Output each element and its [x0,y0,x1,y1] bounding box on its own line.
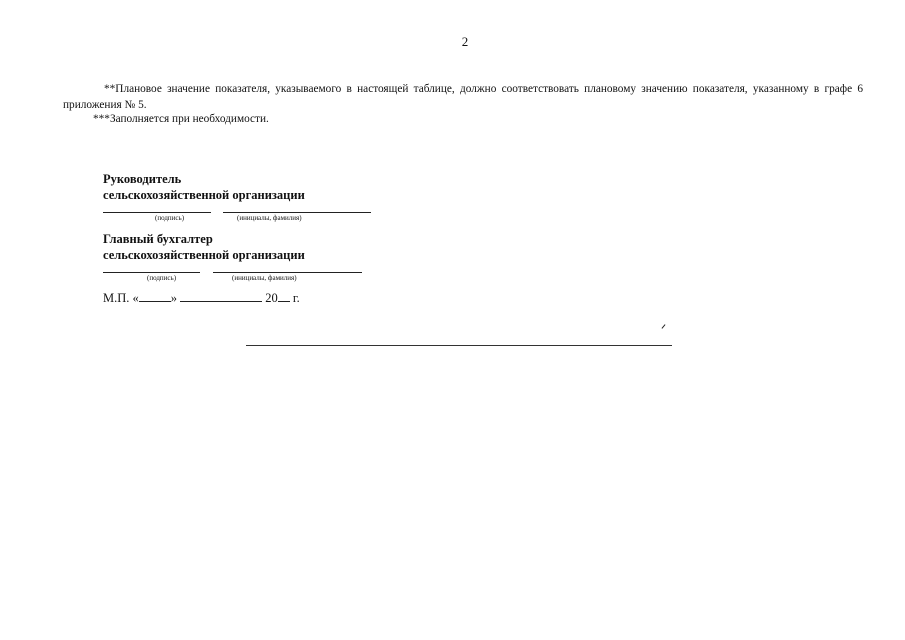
accountant-title-line1: Главный бухгалтер [103,232,213,246]
accountant-title-line2: сельскохозяйственной организации [103,248,305,262]
stamp-date-line [103,289,300,306]
director-name-caption: (инициалы, фамилия) [237,214,302,222]
day-blank [139,289,171,302]
month-blank [180,289,262,302]
separator-line [246,345,672,346]
year-suffix: г. [292,291,300,305]
footnote-planned-value: **Плановое значение показателя, указываемого в настоящей таблице, должно соответствовать плановому значению показателя, указанному в графе 6 приложения № 5. [63,83,863,111]
close-quote: » [170,291,178,305]
accountant-title [103,231,305,263]
page-number: 2 [461,34,469,49]
tick-mark [662,324,666,328]
year-prefix: 20 [265,291,278,305]
year-blank [278,289,290,302]
director-signature-caption: (подпись) [155,214,185,222]
director-signature-line [103,212,211,213]
director-title [103,171,305,203]
stamp-label: М.П. [103,291,130,305]
accountant-signature-caption: (подпись) [147,274,177,282]
accountant-signature-line [103,272,200,273]
director-title-line2: сельскохозяйственной организации [103,188,305,202]
footnote-if-necessary: ***Заполняется при необходимости. [93,113,269,125]
open-quote: « [132,291,139,305]
accountant-name-caption: (инициалы, фамилия) [232,274,297,282]
director-name-line [223,212,371,213]
director-title-line1: Руководитель [103,172,182,186]
accountant-name-line [213,272,362,273]
